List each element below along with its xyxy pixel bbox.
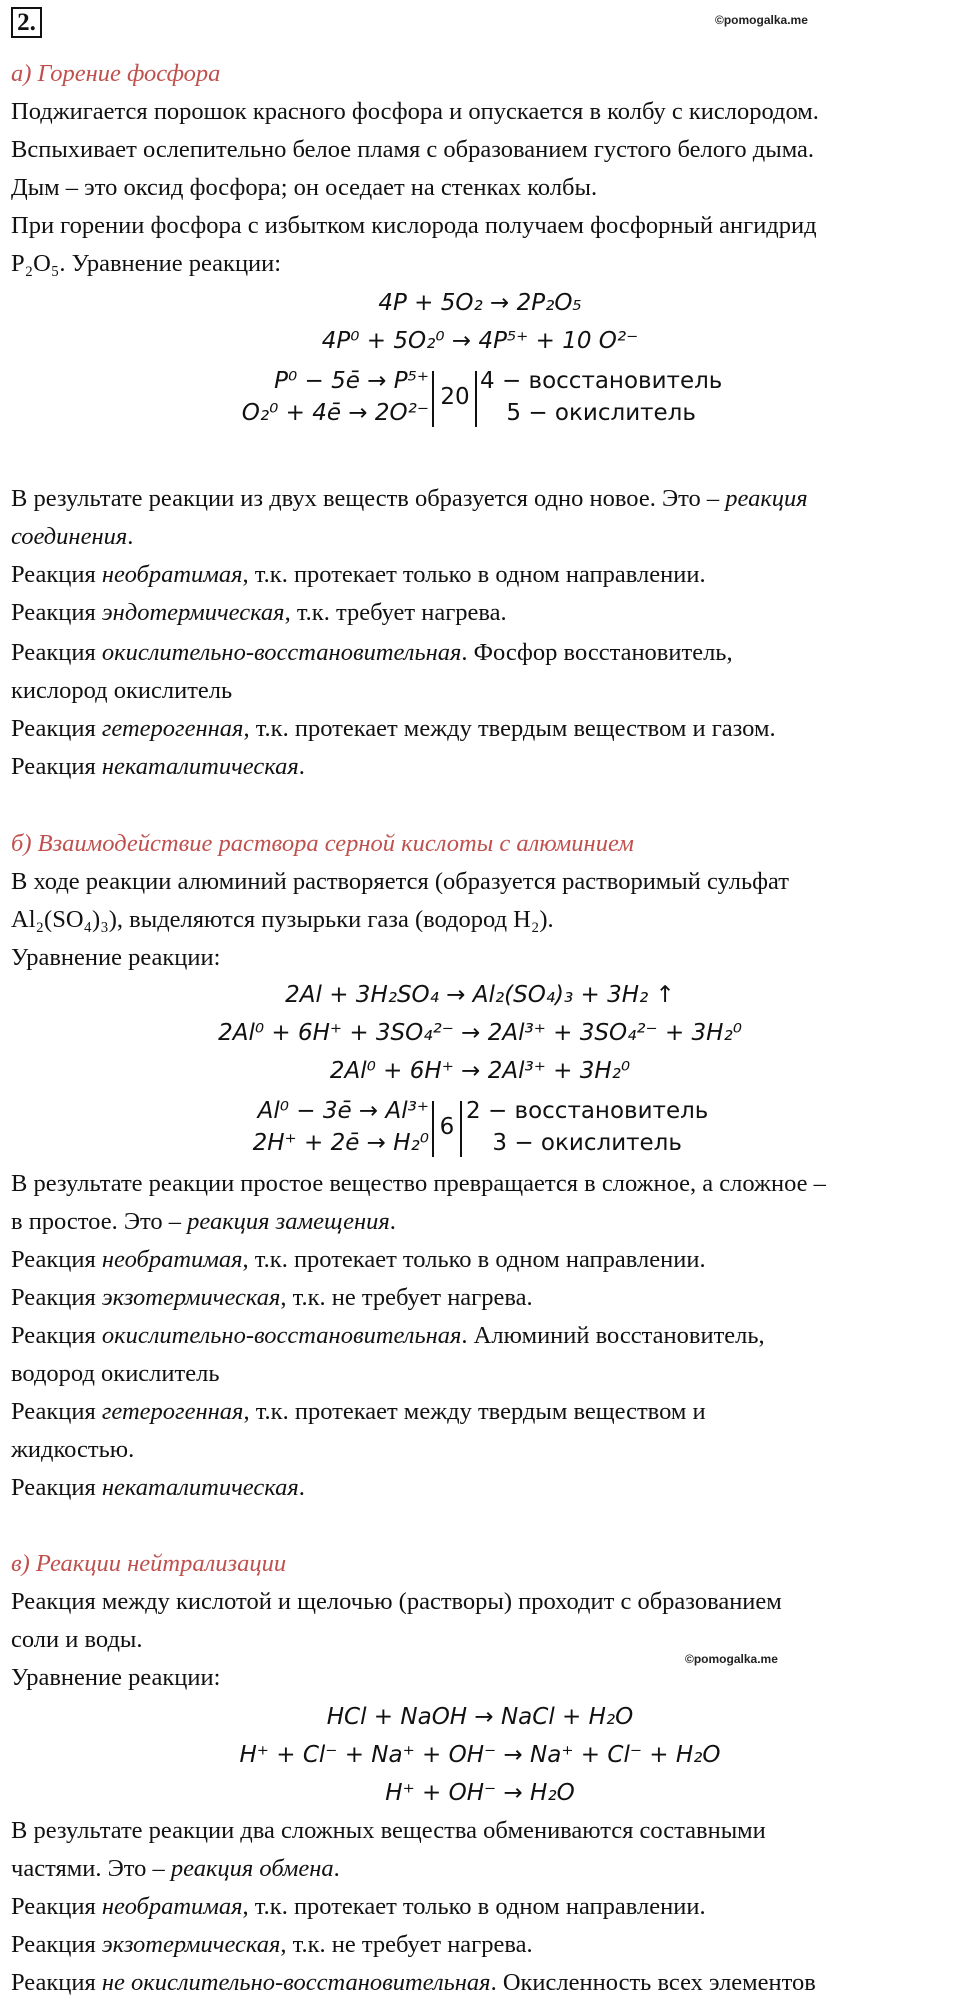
conclusion-a-thermal: Реакция эндотермическая, т.к. требует нагрева.	[11, 599, 507, 626]
electron-balance-b-lcm: 6	[439, 1114, 455, 1140]
conclusion-a-reversibility: Реакция необратимая, т.к. протекает только в одном направлении.	[11, 561, 706, 588]
watermark-top: ©pomogalka.me	[715, 13, 808, 27]
equation-c-molecular: HCl + NaOH → NaCl + H₂O	[326, 1704, 634, 1730]
conclusion-c-reversibility: Реакция необратимая, т.к. протекает только в одном направлении.	[11, 1893, 706, 1920]
conclusion-b-type: В результате реакции простое вещество превращается в сложное, а сложное –	[11, 1170, 826, 1197]
balance-bar-right	[475, 371, 477, 427]
section-c-paragraph: Уравнение реакции:	[11, 1664, 221, 1691]
task-number: 2.	[11, 7, 42, 38]
balance-bar-right	[460, 1101, 462, 1157]
conclusion-b-phase: Реакция гетерогенная, т.к. протекает между твердым веществом и	[11, 1398, 706, 1425]
conclusion-a-phase: Реакция гетерогенная, т.к. протекает между твердым веществом и газом.	[11, 715, 776, 742]
conclusion-c-thermal: Реакция экзотермическая, т.к. не требует нагрева.	[11, 1931, 533, 1958]
electron-balance-b-right: 2 − восстановитель 3 − окислитель	[466, 1098, 709, 1156]
conclusion-b-catalysis: Реакция некаталитическая.	[11, 1474, 305, 1501]
electron-balance-a-right: 4 − восстановитель 5 − окислитель	[480, 368, 723, 426]
section-a-paragraph: Поджигается порошок красного фосфора и опускается в колбу с кислородом.	[11, 98, 819, 125]
section-a-paragraph: P₂O₅. Уравнение реакции:	[11, 250, 282, 277]
watermark-middle: ©pomogalka.me	[685, 1652, 778, 1666]
section-a-paragraph: Вспыхивает ослепительно белое пламя с образованием густого белого дыма.	[11, 136, 815, 163]
section-c-paragraph: Реакция между кислотой и щелочью (растворы) проходит с образованием	[11, 1588, 782, 1615]
electron-balance-a-left: P⁰ − 5ē → P⁵⁺ O₂⁰ + 4ē → 2O²⁻	[241, 368, 429, 426]
section-b-paragraph: Уравнение реакции:	[11, 944, 221, 971]
section-c-paragraph: соли и воды.	[11, 1626, 143, 1653]
electron-balance-b-left: Al⁰ − 3ē → Al³⁺ 2H⁺ + 2ē → H₂⁰	[252, 1098, 429, 1156]
balance-bar-left	[432, 1101, 434, 1157]
conclusion-a-redox-cont: кислород окислитель	[11, 677, 233, 704]
conclusion-b-redox: Реакция окислительно-восстановительная. Алюминий восстановитель,	[11, 1322, 765, 1349]
conclusion-a-catalysis: Реакция некаталитическая.	[11, 753, 305, 780]
section-c-heading: в) Реакции нейтрализации	[11, 1550, 287, 1577]
conclusion-c-type-cont: частями. Это – реакция обмена.	[11, 1855, 340, 1882]
equation-b-full-ionic: 2Al⁰ + 6H⁺ + 3SO₄²⁻ → 2Al³⁺ + 3SO₄²⁻ + 3H₂⁰	[218, 1020, 742, 1046]
section-a-paragraph: Дым – это оксид фосфора; он оседает на стенках колбы.	[11, 174, 598, 201]
conclusion-c-type: В результате реакции два сложных вещества обмениваются составными	[11, 1817, 766, 1844]
conclusion-a-redox: Реакция окислительно-восстановительная. Фосфор восстановитель,	[11, 639, 733, 666]
equation-b-short-ionic: 2Al⁰ + 6H⁺ → 2Al³⁺ + 3H₂⁰	[329, 1058, 631, 1084]
section-b-paragraph: В ходе реакции алюминий растворяется (образуется растворимый сульфат	[11, 868, 789, 895]
section-a-paragraph: При горении фосфора с избытком кислорода получаем фосфорный ангидрид	[11, 212, 817, 239]
conclusion-c-redox: Реакция не окислительно-восстановительная. Окисленность всех элементов	[11, 1969, 816, 1996]
conclusion-a-type-cont: соединения.	[11, 523, 134, 550]
conclusion-b-thermal: Реакция экзотермическая, т.к. не требует нагрева.	[11, 1284, 533, 1311]
equation-c-short-ionic: H⁺ + OH⁻ → H₂O	[385, 1780, 575, 1806]
electron-balance-a-lcm: 20	[440, 384, 470, 410]
section-a-heading: а) Горение фосфора	[11, 60, 221, 87]
conclusion-a-type: В результате реакции из двух веществ образуется одно новое. Это – реакция	[11, 485, 808, 512]
equation-a-ionic: 4P⁰ + 5O₂⁰ → 4P⁵⁺ + 10 O²⁻	[321, 328, 639, 354]
balance-bar-left	[432, 371, 434, 427]
equation-c-full-ionic: H⁺ + Cl⁻ + Na⁺ + OH⁻ → Na⁺ + Cl⁻ + H₂O	[239, 1742, 721, 1768]
equation-a-molecular: 4P + 5O₂ → 2P₂O₅	[378, 290, 582, 316]
conclusion-b-reversibility: Реакция необратимая, т.к. протекает только в одном направлении.	[11, 1246, 706, 1273]
conclusion-b-redox-cont: водород окислитель	[11, 1360, 220, 1387]
conclusion-b-type-cont: в простое. Это – реакция замещения.	[11, 1208, 396, 1235]
equation-b-molecular: 2Al + 3H₂SO₄ → Al₂(SO₄)₃ + 3H₂ ↑	[285, 982, 675, 1008]
section-b-heading: б) Взаимодействие раствора серной кислоты с алюминием	[11, 830, 634, 857]
conclusion-b-phase-cont: жидкостью.	[11, 1436, 135, 1463]
section-b-paragraph: Al₂(SO₄)₃), выделяются пузырьки газа (водород H₂).	[11, 906, 554, 933]
